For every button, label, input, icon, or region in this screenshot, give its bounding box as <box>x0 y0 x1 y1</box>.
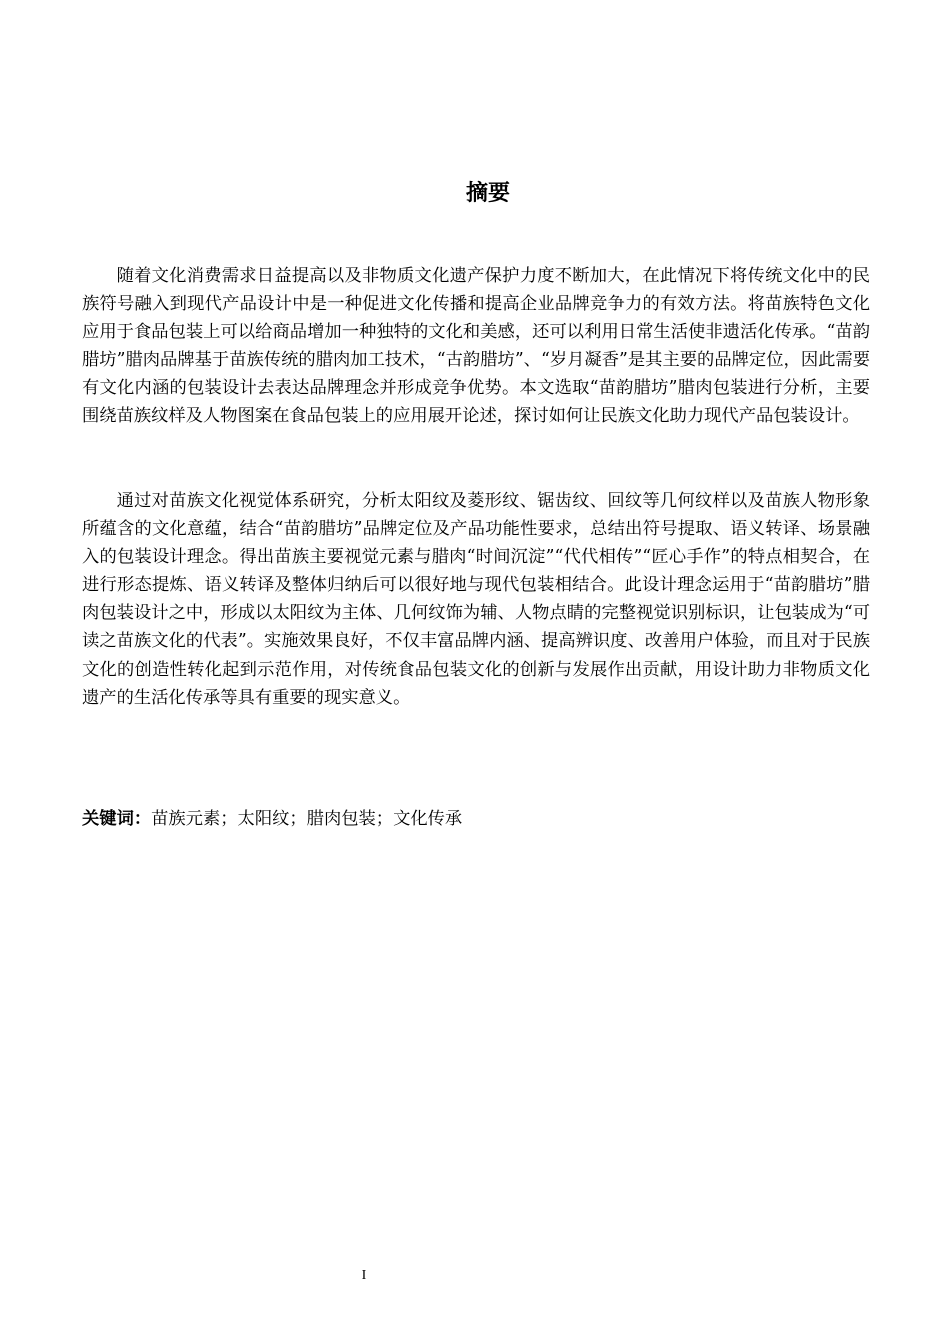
abstract-title: 摘要 <box>465 181 510 206</box>
keywords-label: 关键词： <box>82 809 152 829</box>
keywords-line <box>82 805 870 833</box>
keywords-list: 苗族元素；太阳纹；腊肉包装；文化传承 <box>151 809 463 829</box>
abstract-paragraph-1: 随着文化消费需求日益提高以及非物质文化遗产保护力度不断加大，在此情况下将传统文化中的民族符号融入到现代产品设计中是一种促进文化传播和提高企业品牌竞争力的有效方法。将苗族特色文化应用于食品包装上可以给商品增加一种独特的文化和美感，还可以利用日常生活使非遗活化传承。“苗韵腊坊”腊肉品牌基于苗族传统的腊肉加工技术，“古韵腊坊”、“岁月凝香”是其主要的品牌定位，因此需要有文化内涵的包装设计去表达品牌理念并形成竞争优势。本文选取“苗韵腊坊”腊肉包装进行分析，主要围绕苗族纹样及人物图案在食品包装上的应用展开论述，探讨如何让民族文化助力现代产品包装设计。 <box>82 266 870 427</box>
page-number: I <box>361 1268 367 1283</box>
abstract-paragraph-2: 通过对苗族文化视觉体系研究，分析太阳纹及菱形纹、锯齿纹、回纹等几何纹样以及苗族人物形象所蕴含的文化意蕴，结合“苗韵腊坊”品牌定位及产品功能性要求，总结出符号提取、语义转译、场景融入的包装设计理念。得出苗族主要视觉元素与腊肉“时间沉淀”“代代相传”“匠心手作”的特点相契合，在进行形态提炼、语义转译及整体归纳后可以很好地与现代包装相结合。此设计理念运用于“苗韵腊坊”腊肉包装设计之中，形成以太阳纹为主体、几何纹饰为辅、人物点睛的完整视觉识别标识，让包装成为“可读之苗族文化的代表”。实施效果良好，不仅丰富品牌内涵、提高辨识度、改善用户体验，而且对于民族文化的创造性转化起到示范作用，对传统食品包装文化的创新与发展作出贡献，用设计助力非物质文化遗产的生活化传承等具有重要的现实意义。 <box>82 491 870 708</box>
